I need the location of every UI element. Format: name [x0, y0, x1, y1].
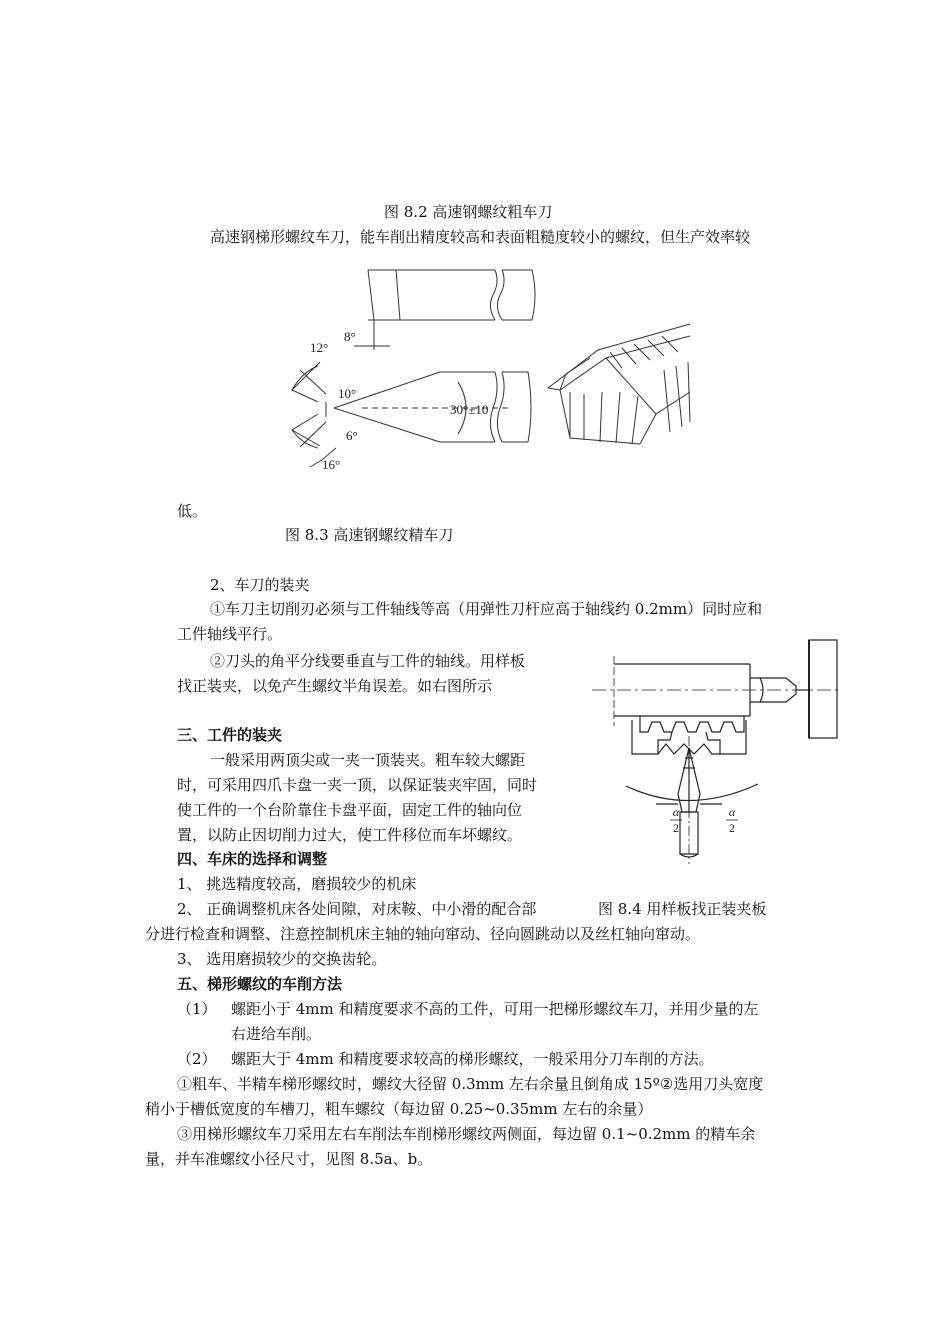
- two-label-left: 2: [673, 821, 679, 835]
- list-item: 右进给车削。: [231, 1025, 322, 1043]
- list-item-number: （1）: [177, 1000, 217, 1018]
- paragraph-line: 使工件的一个台阶靠住卡盘平面，固定工件的轴向位: [177, 801, 523, 819]
- angle-label-16: 16°: [322, 457, 341, 472]
- list-item: 1、 挑选精度较高，磨损较少的机床: [177, 875, 417, 893]
- list-item: 螺距大于 4mm 和精度要求较高的梯形螺纹，一般采用分刀车削的方法。: [231, 1050, 714, 1068]
- paragraph-line: 高速钢梯形螺纹车刀，能车削出精度较高和表面粗糙度较小的螺纹，但生产效率较: [210, 228, 751, 246]
- two-label-right: 2: [729, 821, 735, 835]
- paragraph-line: 量，并车准螺纹小径尺寸，见图 8.5a、b。: [145, 1150, 433, 1168]
- section-4-heading: 四、车床的选择和调整: [177, 850, 328, 868]
- paragraph-line: ②刀头的角平分线要垂直与工件的轴线。用样板: [210, 652, 526, 670]
- paragraph-line: 工件轴线平行。: [177, 625, 283, 643]
- angle-label-12: 12°: [310, 340, 329, 355]
- figure-8-4-caption: 图 8.4 用样板找正装夹板: [598, 900, 767, 918]
- list-item: 螺距小于 4mm 和精度要求不高的工件，可用一把梯形螺纹车刀，并用少量的左: [231, 1000, 759, 1018]
- list-item: 2、 正确调整机床各处间隙，对床鞍、中小滑的配合部: [177, 900, 537, 918]
- paragraph-line: 低。: [177, 502, 208, 520]
- paragraph-line: ③用梯形螺纹车刀采用左右车削法车削梯形螺纹两侧面，每边留 0.1~0.2mm 的精车余: [177, 1125, 756, 1143]
- list-item-number: （2）: [177, 1050, 217, 1068]
- list-item: 3、 选用磨损较少的交换齿轮。: [177, 950, 387, 968]
- angle-label-6: 6°: [346, 428, 358, 443]
- section-2-heading: 2、车刀的装夹: [210, 576, 310, 594]
- figure-8-3-caption: 图 8.3 高速钢螺纹精车刀: [285, 526, 454, 544]
- angle-label-30: 30°±10: [450, 402, 489, 417]
- paragraph-line: 找正装夹，以免产生螺纹半角误差。如右图所示: [177, 677, 493, 695]
- angle-label-10: 10°: [338, 386, 357, 401]
- paragraph-line: ①粗车、半精车梯形螺纹时，螺纹大径留 0.3mm 左右余量且倒角成 15º②选用刀头宽度: [177, 1075, 764, 1093]
- paragraph-line: 置，以防止因切削力过大，使工件移位而车坏螺纹。: [177, 826, 523, 844]
- paragraph-line: 时，可采用四爪卡盘一夹一顶，以保证装夹牢固，同时: [177, 776, 538, 794]
- angle-label-8: 8°: [344, 329, 356, 344]
- figure-8-2-caption: 图 8.2 高速钢螺纹粗车刀: [384, 203, 553, 221]
- figure-8-4-drawing: [590, 636, 850, 866]
- alpha-label-left: α: [672, 805, 680, 819]
- section-3-heading: 三、工件的装夹: [177, 726, 283, 744]
- figure-8-3-drawing: [270, 262, 720, 477]
- paragraph-line: 分进行检查和调整、注意控制机床主轴的轴向窜动、径向圆跳动以及丝杠轴向窜动。: [145, 925, 701, 943]
- paragraph-line: 稍小于槽低宽度的车槽刀，粗车螺纹（每边留 0.25~0.35mm 左右的余量）: [145, 1100, 653, 1118]
- paragraph-line: 一般采用两顶尖或一夹一顶装夹。粗车较大螺距: [210, 751, 526, 769]
- section-5-heading: 五、梯形螺纹的车削方法: [177, 975, 343, 993]
- alpha-label-right: α: [728, 805, 736, 819]
- paragraph-line: ①车刀主切削刃必须与工件轴线等高（用弹性刀杆应高于轴线约 0.2mm）同时应和: [210, 600, 763, 618]
